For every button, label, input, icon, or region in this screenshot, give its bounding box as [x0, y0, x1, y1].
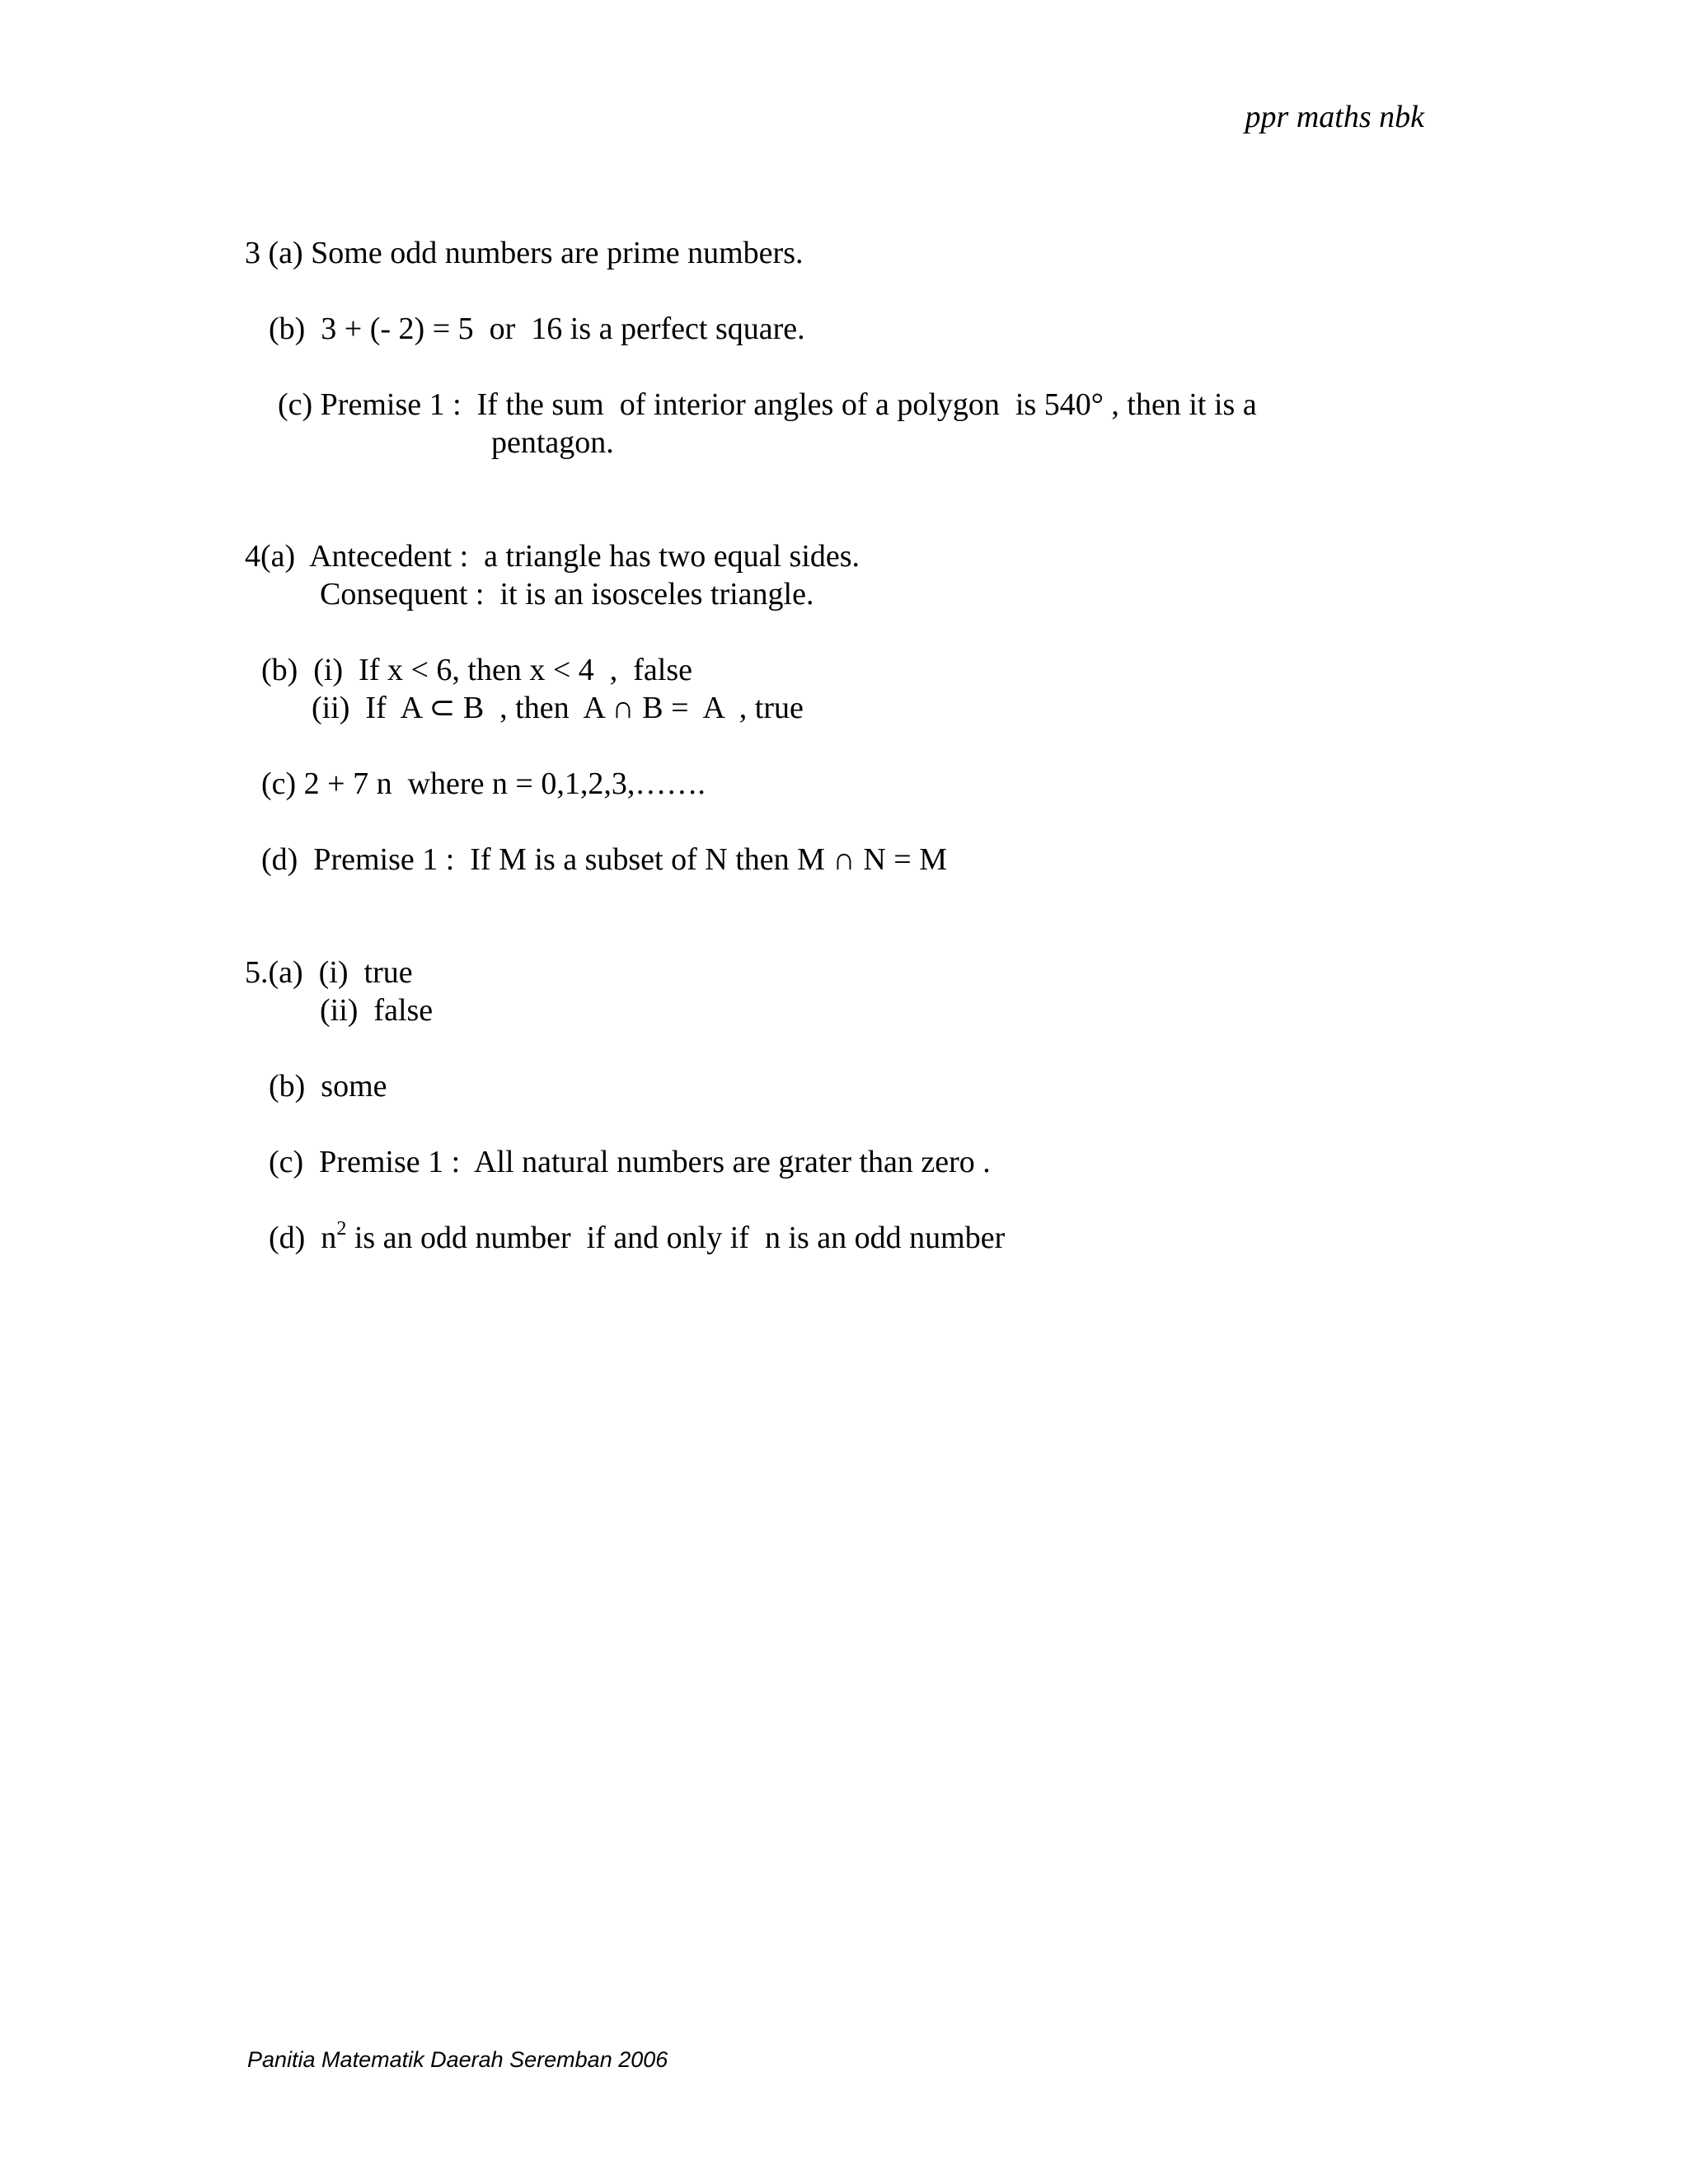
q5-d-prefix: (d) n [269, 1221, 337, 1255]
q4-a-line1: 4(a) Antecedent : a triangle has two equal sides. [245, 539, 860, 574]
q3-c-line1: (c) Premise 1 : If the sum of interior angles of a polygon is 540° , then it is a [278, 387, 1257, 422]
q5-a-i: 5.(a) (i) true [245, 955, 413, 990]
q5-d-exponent: 2 [336, 1218, 347, 1240]
q5-a-ii: (ii) false [320, 993, 434, 1028]
q4-d: (d) Premise 1 : If M is a subset of N then M ∩ N = M [261, 842, 948, 877]
footer-text: Panitia Matematik Daerah Seremban 2006 [247, 2047, 668, 2072]
q3-c-line2: pentagon. [491, 425, 614, 460]
q5-c: (c) Premise 1 : All natural numbers are grater than zero . [269, 1145, 991, 1179]
header-label: ppr maths nbk [1245, 100, 1424, 134]
q3-a: 3 (a) Some odd numbers are prime numbers. [245, 236, 804, 270]
q5-b: (b) some [269, 1069, 387, 1104]
q5-d-suffix: is an odd number if and only if n is an odd number [346, 1221, 1006, 1255]
q4-a-line2: Consequent : it is an isosceles triangle. [320, 577, 814, 612]
q5-d [269, 1219, 1005, 1257]
q4-c: (c) 2 + 7 n where n = 0,1,2,3,……. [261, 766, 706, 801]
q3-b: (b) 3 + (- 2) = 5 or 16 is a perfect square. [269, 312, 805, 346]
q4-b-i: (b) (i) If x < 6, then x < 4 , false [261, 653, 693, 687]
q4-b-ii: (ii) If A ⊂ B , then A ∩ B = A , true [312, 691, 804, 725]
